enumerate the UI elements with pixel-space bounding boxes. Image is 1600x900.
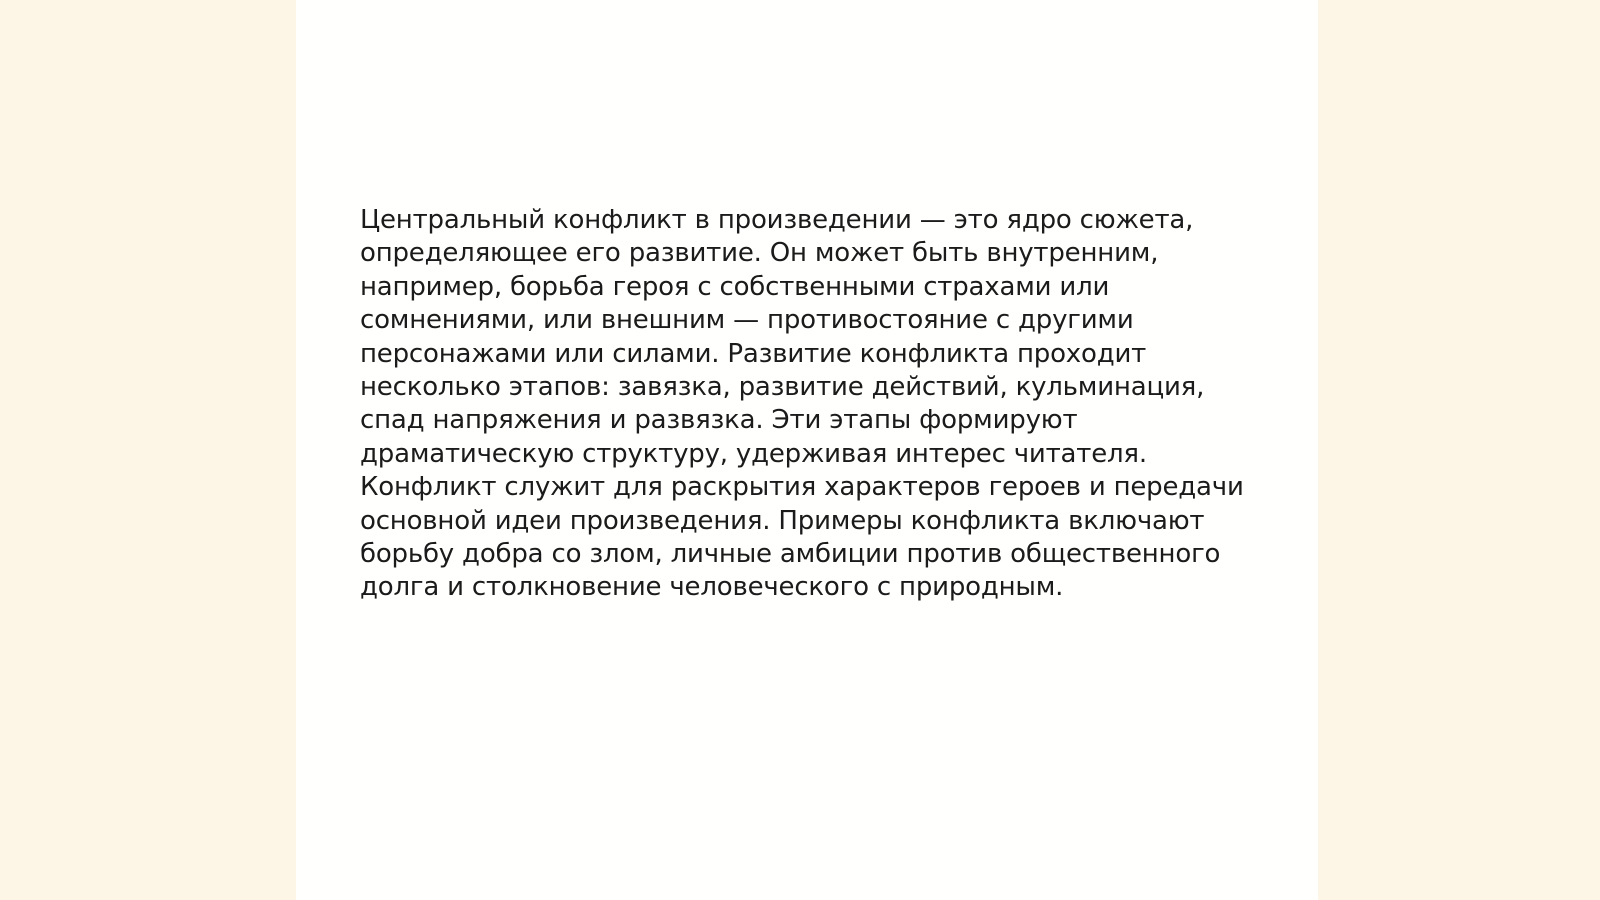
paragraph-line: персонажами или силами. Развитие конфликта проходит <box>360 338 1147 369</box>
paragraph-line: долга и столкновение человеческого с природным. <box>360 572 1064 603</box>
paragraph-line: Центральный конфликт в произведении — это ядро сюжета, <box>360 205 1194 235</box>
paragraph-line: спад напряжения и развязка. Эти этапы формируют <box>360 405 1078 436</box>
paragraph-line: определяющее его развитие. Он может быть внутренним, <box>360 238 1159 269</box>
paragraph-line: несколько этапов: завязка, развитие действий, кульминация, <box>360 372 1205 403</box>
paragraph-line: например, борьба героя с собственными страхами или <box>360 271 1110 302</box>
paragraph-line: основной идеи произведения. Примеры конфликта включают <box>360 505 1205 536</box>
paragraph-line: сомнениями, или внешним — противостояние с другими <box>360 305 1134 336</box>
body-paragraph <box>360 204 1260 605</box>
paragraph-line: драматическую структуру, удерживая интерес читателя. <box>360 438 1147 469</box>
paragraph-line: борьбу добра со злом, личные амбиции против общественного <box>360 539 1221 570</box>
paragraph-line: Конфликт служит для раскрытия характеров героев и передачи <box>360 472 1244 503</box>
document-page <box>296 0 1318 900</box>
